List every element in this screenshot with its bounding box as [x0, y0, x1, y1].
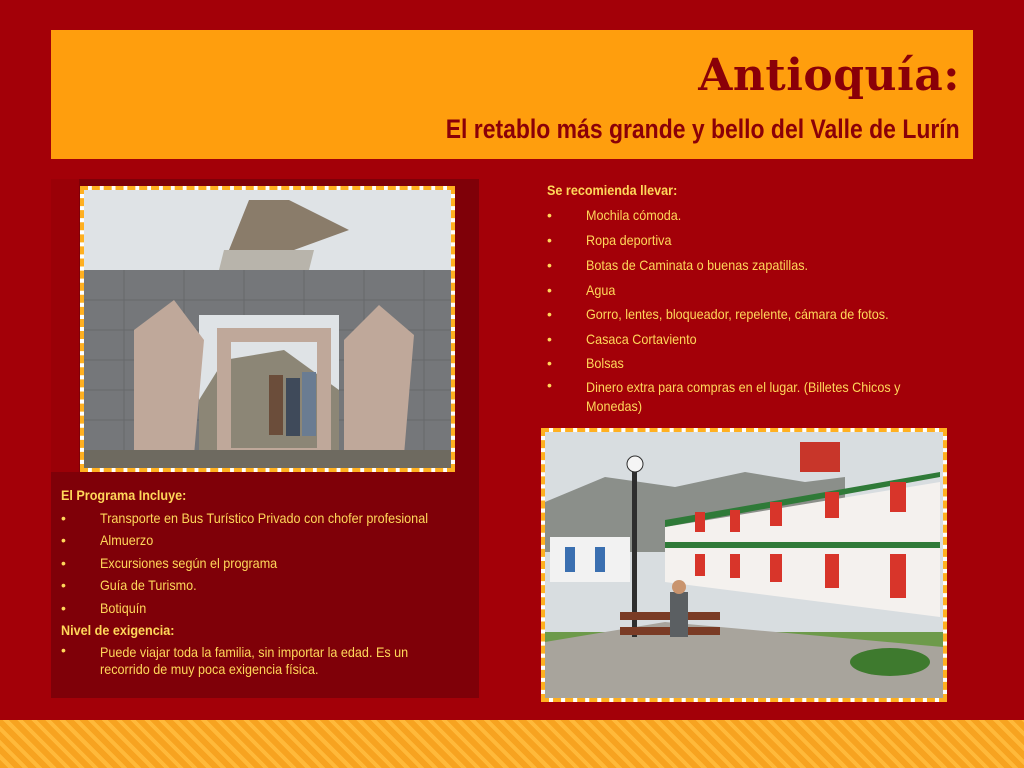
list-item: • Mochila cómoda.: [547, 202, 957, 228]
recommend-section: [547, 179, 957, 416]
left-panel-strip: [51, 179, 79, 472]
list-item: • Excursiones según el programa: [61, 552, 471, 575]
level-list: [61, 642, 471, 679]
list-item: • Almuerzo: [61, 529, 471, 552]
page-subtitle: El retablo más grande y bello del Valle de Lurín: [446, 114, 960, 144]
list-item: • Botiquín: [61, 597, 471, 620]
page-title: Antioquía:: [698, 50, 960, 101]
list-item: • Casaca Cortaviento: [547, 327, 957, 351]
monument-photo: [80, 186, 455, 472]
list-item: • Botas de Caminata o buenas zapatillas.: [547, 252, 957, 278]
list-item: • Bolsas: [547, 351, 957, 376]
list-item: • Gorro, lentes, bloqueador, repelente, cámara de fotos.: [547, 302, 957, 327]
town-square-photo: [541, 428, 947, 702]
recommend-list: [547, 202, 957, 416]
program-section: [61, 484, 471, 679]
header-band: [51, 30, 973, 159]
list-item: • Guía de Turismo.: [61, 574, 471, 597]
list-item: • Puede viajar toda la familia, sin importar la edad. Es un recorrido de muy poca exigencia física.: [61, 642, 471, 679]
list-item: • Agua: [547, 278, 957, 302]
program-list: [61, 507, 471, 620]
program-heading: El Programa Incluye:: [61, 487, 187, 503]
level-heading: Nivel de exigencia:: [61, 622, 175, 638]
list-item: • Ropa deportiva: [547, 228, 957, 252]
list-item: • Transporte en Bus Turístico Privado con chofer profesional: [61, 507, 471, 530]
footer-stripe: [0, 720, 1024, 768]
list-item: • Dinero extra para compras en el lugar. (Billetes Chicos y Monedas): [547, 376, 957, 416]
recommend-heading: Se recomienda llevar:: [547, 182, 678, 198]
